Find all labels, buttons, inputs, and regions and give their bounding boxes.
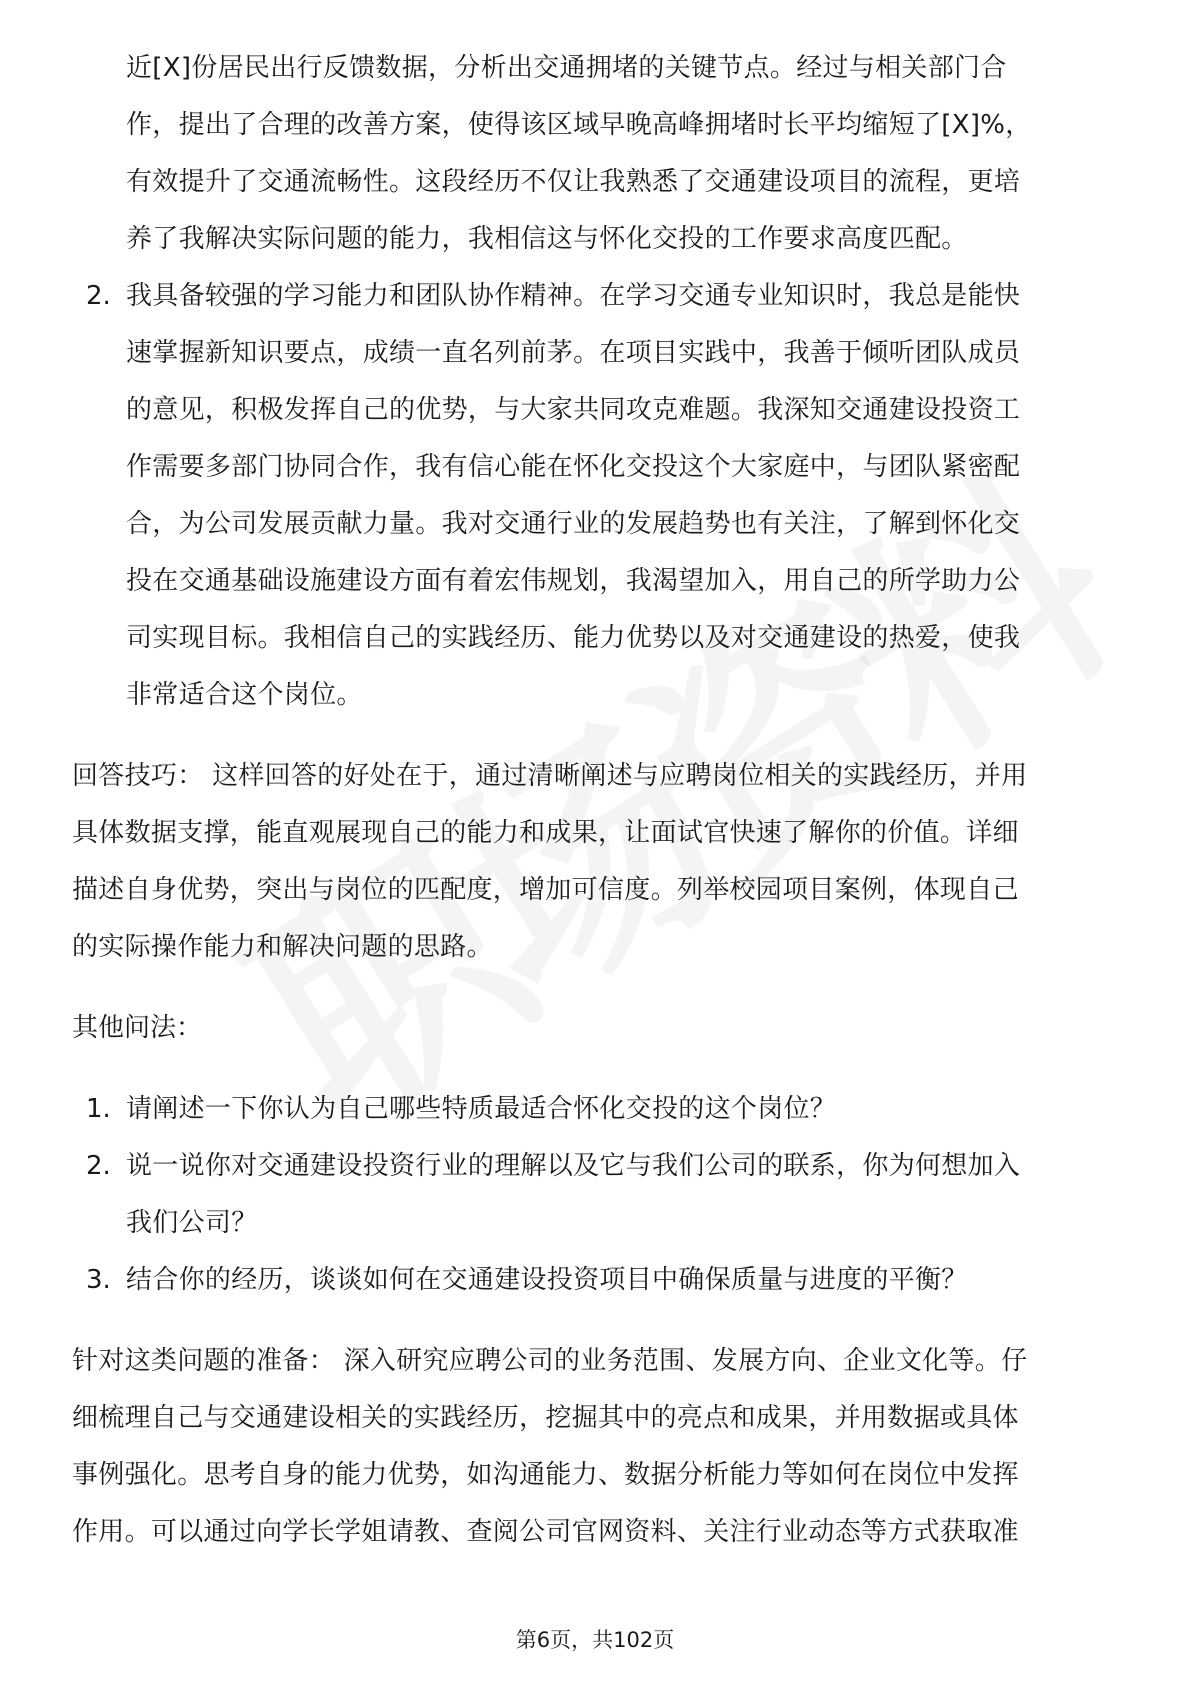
text-line: 近[X]份居民出行反馈数据，分析出交通拥堵的关键节点。经过与相关部门合 (126, 53, 1007, 83)
text-line: 针对这类问题的准备： 深入研究应聘公司的业务范围、发展方向、企业文化等。仔 (72, 1346, 1028, 1376)
text-line: 事例强化。思考自身的能力优势，如沟通能力、数据分析能力等如何在岗位中发挥 (72, 1460, 1019, 1490)
list-number: 2. (86, 1151, 111, 1181)
section-heading: 其他问法： (72, 1013, 203, 1043)
preparation-section (72, 1333, 1132, 1561)
text-line: 速掌握新知识要点，成绩一直名列前茅。在项目实践中，我善于倾听团队成员 (126, 338, 1021, 368)
answer-item-1-continuation (72, 40, 1132, 268)
text-line: 司实现目标。我相信自己的实践经历、能力优势以及对交通建设的热爱，使我 (126, 623, 1021, 653)
text-line: 作用。可以通过向学长学姐请教、查阅公司官网资料、关注行业动态等方式获取准 (72, 1517, 1019, 1547)
list-number: 3. (86, 1265, 111, 1295)
text-line: 作需要多部门协同合作，我有信心能在怀化交投这个大家庭中，与团队紧密配 (126, 452, 1021, 482)
text-line: 的实际操作能力和解决问题的思路。 (72, 932, 493, 962)
text-line: 养了我解决实际问题的能力，我相信这与怀化交投的工作要求高度匹配。 (126, 224, 968, 254)
question-item-2 (72, 1138, 1132, 1252)
text-line: 投在交通基础设施建设方面有着宏伟规划，我渴望加入，用自己的所学助力公 (126, 566, 1021, 596)
page-footer: 第6页，共102页 (515, 1628, 675, 1652)
question-item-3 (72, 1252, 1132, 1309)
text-line: 我们公司？ (126, 1208, 258, 1238)
text-line: 非常适合这个岗位。 (126, 680, 363, 710)
text-line: 结合你的经历，谈谈如何在交通建设投资项目中确保质量与进度的平衡？ (126, 1265, 968, 1295)
text-line: 合，为公司发展贡献力量。我对交通行业的发展趋势也有关注，了解到怀化交 (126, 509, 1021, 539)
list-number: 1. (86, 1094, 111, 1124)
answer-tips (72, 748, 1132, 976)
text-line: 请阐述一下你认为自己哪些特质最适合怀化交投的这个岗位？ (126, 1094, 837, 1124)
text-line: 有效提升了交通流畅性。这段经历不仅让我熟悉了交通建设项目的流程，更培 (126, 167, 1021, 197)
page-content (72, 40, 1132, 1561)
question-item-1 (72, 1081, 1132, 1138)
text-line: 作，提出了合理的改善方案，使得该区域早晚高峰拥堵时长平均缩短了[X]%， (126, 110, 1032, 140)
text-line: 我具备较强的学习能力和团队协作精神。在学习交通专业知识时，我总是能快 (126, 281, 1021, 311)
answer-item-2 (72, 268, 1132, 724)
text-line: 具体数据支撑，能直观展现自己的能力和成果，让面试官快速了解你的价值。详细 (72, 818, 1019, 848)
list-number: 2. (86, 281, 111, 311)
text-line: 细梳理自己与交通建设相关的实践经历，挖掘其中的亮点和成果，并用数据或具体 (72, 1403, 1019, 1433)
text-line: 的意见，积极发挥自己的优势，与大家共同攻克难题。我深知交通建设投资工 (126, 395, 1021, 425)
other-questions (72, 1000, 1132, 1309)
text-line: 回答技巧： 这样回答的好处在于，通过清晰阐述与应聘岗位相关的实践经历，并用 (72, 761, 1028, 791)
text-line: 说一说你对交通建设投资行业的理解以及它与我们公司的联系，你为何想加入 (126, 1151, 1021, 1181)
text-line: 描述自身优势，突出与岗位的匹配度，增加可信度。列举校园项目案例，体现自己 (72, 875, 1019, 905)
